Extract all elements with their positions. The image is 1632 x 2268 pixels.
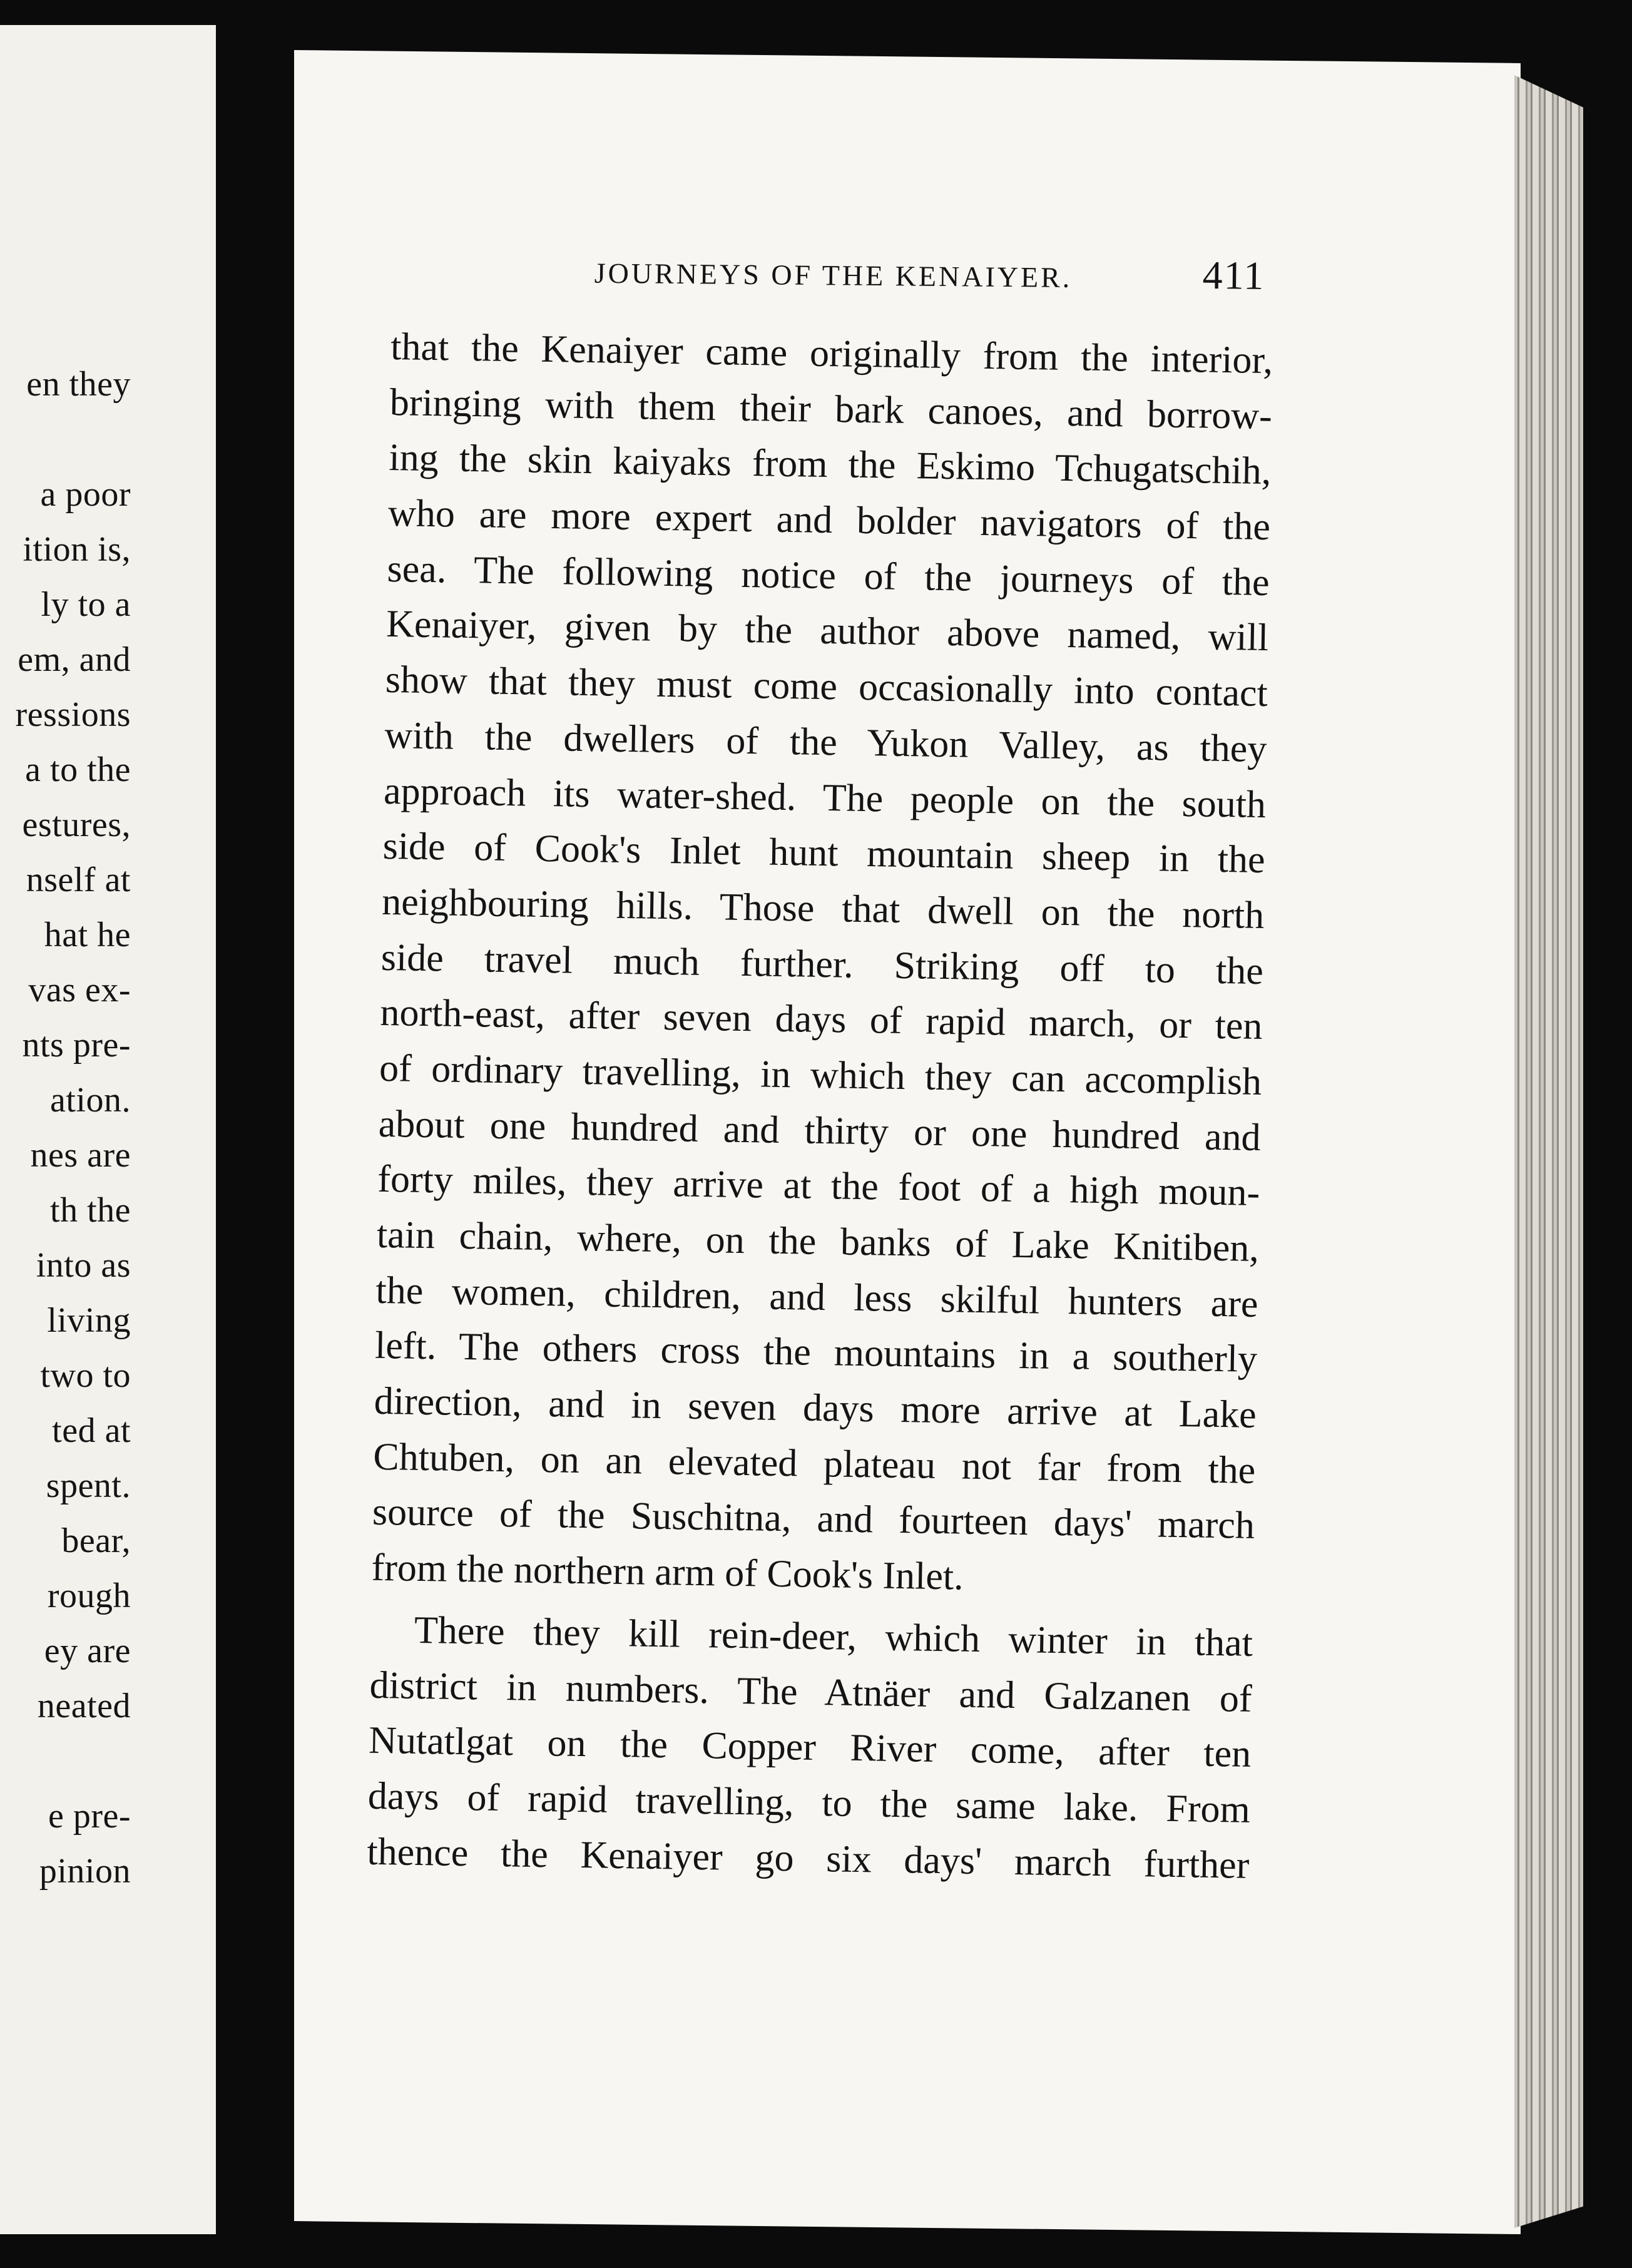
text-line: vas ex- bbox=[28, 971, 131, 1009]
text-line: neated bbox=[37, 1687, 131, 1725]
text-line bbox=[0, 412, 131, 467]
text-line: direction, and in seven days more arrive at Lake bbox=[374, 1379, 1257, 1436]
page-edges bbox=[1514, 75, 1583, 2228]
text-line: approach its water-shed. The people on the south bbox=[383, 769, 1267, 826]
text-line: Nutatlgat on the Copper River come, after ten bbox=[368, 1719, 1252, 1776]
text-line bbox=[0, 1734, 131, 1789]
text-line: left. The others cross the mountains in a southerly bbox=[374, 1324, 1258, 1381]
text-line: neighbouring hills. Those that dwell on the north bbox=[381, 880, 1265, 937]
paragraph-1 bbox=[371, 319, 1273, 1610]
text-line: Chtuben, on an elevated plateau not far from the bbox=[372, 1435, 1256, 1492]
text-line: ey are bbox=[44, 1632, 131, 1670]
text-line: rough bbox=[47, 1576, 131, 1615]
text-line: ition is, bbox=[23, 530, 131, 569]
text-line: about one hundred and thirty or one hundred and bbox=[378, 1102, 1262, 1159]
text-line: pinion bbox=[39, 1852, 131, 1891]
text-line: en they bbox=[26, 365, 131, 404]
text-line: north-east, after seven days of rapid march, or ten bbox=[380, 991, 1263, 1048]
text-line: There they kill rein-deer, which winter in that bbox=[414, 1608, 1253, 1665]
text-line: who are more expert and bolder navigators of the bbox=[387, 492, 1271, 549]
text-line: ressions bbox=[15, 695, 131, 734]
text-line: em, and bbox=[18, 640, 131, 679]
text-line: ation. bbox=[50, 1081, 131, 1120]
text-line: days of rapid travelling, to the same lake. From bbox=[367, 1774, 1251, 1831]
text-line: nself at bbox=[26, 861, 131, 899]
text-line: nes are bbox=[30, 1136, 131, 1175]
text-line: of ordinary travelling, in which they can accomplish bbox=[379, 1046, 1262, 1103]
text-line: two to bbox=[40, 1356, 131, 1395]
text-line: bringing with them their bark canoes, and borrow- bbox=[389, 381, 1273, 437]
text-line: that the Kenaiyer came originally from the interior, bbox=[390, 325, 1273, 382]
text-line: hat he bbox=[44, 916, 131, 954]
text-line: a poor bbox=[40, 475, 131, 514]
text-line: th the bbox=[50, 1191, 131, 1230]
text-line: district in numbers. The Atnäer and Galzanen of bbox=[369, 1663, 1253, 1720]
text-line: living bbox=[47, 1301, 131, 1340]
text-line: into as bbox=[36, 1246, 131, 1285]
left-page-text bbox=[0, 357, 131, 1899]
text-line: nts pre- bbox=[22, 1026, 131, 1065]
text-line: sea. The following notice of the journeys of the bbox=[387, 547, 1270, 604]
text-line: show that they must come occasionally into contact bbox=[385, 658, 1268, 715]
text-line: thence the Kenaiyer go six days' march further bbox=[367, 1830, 1250, 1887]
text-line: forty miles, they arrive at the foot of a high moun- bbox=[377, 1158, 1260, 1215]
body-text bbox=[367, 319, 1273, 1893]
text-line: bear, bbox=[61, 1521, 131, 1560]
text-line: with the dwellers of the Yukon Valley, as they bbox=[384, 713, 1267, 770]
text-line: ly to a bbox=[41, 585, 131, 624]
text-line: from the northern arm of Cook's Inlet. bbox=[371, 1546, 964, 1598]
text-line: the women, children, and less skilful hunters are bbox=[375, 1269, 1258, 1326]
text-line: ted at bbox=[52, 1411, 131, 1450]
text-line: side travel much further. Striking off to the bbox=[380, 936, 1264, 993]
text-line: tain chain, where, on the banks of Lake Knitiben, bbox=[376, 1213, 1260, 1270]
left-page bbox=[0, 25, 216, 2234]
paragraph-2 bbox=[367, 1602, 1253, 1894]
text-line: side of Cook's Inlet hunt mountain sheep in the bbox=[382, 825, 1266, 882]
running-head-title: JOURNEYS OF THE KENAIYER. bbox=[594, 257, 1073, 294]
text-line: spent. bbox=[46, 1466, 131, 1505]
text-line: ing the skin kaiyaks from the Eskimo Tchugatschih, bbox=[388, 436, 1272, 493]
text-line: a to the bbox=[25, 750, 131, 789]
text-line: e pre- bbox=[48, 1797, 131, 1836]
text-line: estures, bbox=[22, 805, 131, 844]
text-line: source of the Suschitna, and fourteen days' march bbox=[372, 1491, 1255, 1548]
text-line: Kenaiyer, given by the author above named, will bbox=[385, 603, 1269, 660]
page-number: 411 bbox=[1202, 252, 1265, 298]
